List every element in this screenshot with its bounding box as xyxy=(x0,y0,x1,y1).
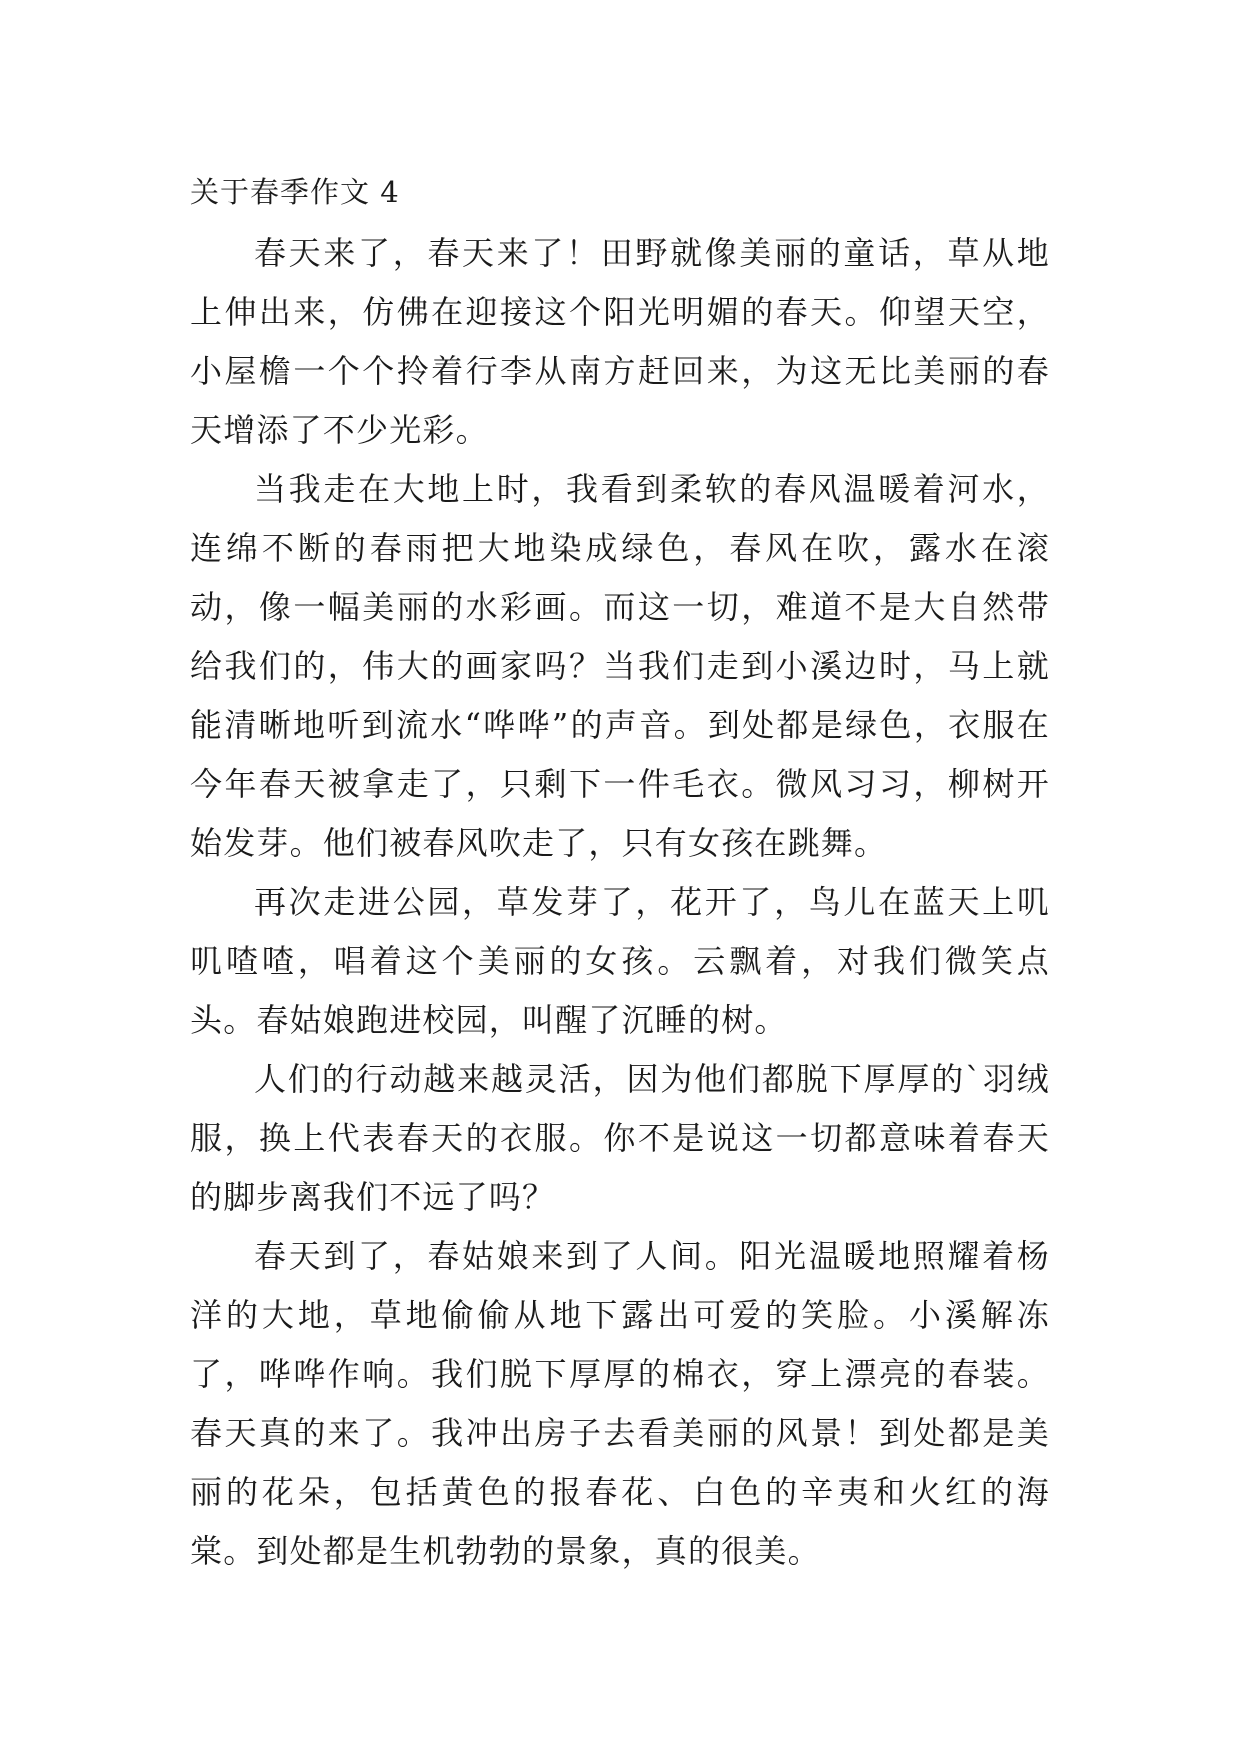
paragraph-5: 春天到了，春姑娘来到了人间。阳光温暖地照耀着杨洋的大地，草地偷偷从地下露出可爱的笑脸。小溪解冻了，哗哗作响。我们脱下厚厚的棉衣，穿上漂亮的春装。春天真的来了。我冲出房子去看美丽的风景！到处都是美丽的花朵，包括黄色的报春花、白色的辛夷和火红的海棠。到处都是生机勃勃的景象，真的很美。 xyxy=(190,1237,1050,1570)
paragraph-3: 再次走进公园，草发芽了，花开了，鸟儿在蓝天上叽叽喳喳，唱着这个美丽的女孩。云飘着，对我们微笑点头。春姑娘跑进校园，叫醒了沉睡的树。 xyxy=(190,883,1050,1039)
paragraph-1: 春天来了，春天来了！田野就像美丽的童话，草从地上伸出来，仿佛在迎接这个阳光明媚的春天。仰望天空，小屋檐一个个拎着行李从南方赶回来，为这无比美丽的春天增添了不少光彩。 xyxy=(190,234,1050,449)
document-title: 关于春季作文 4 xyxy=(190,175,400,209)
document-body xyxy=(190,162,1050,1581)
paragraph-4: 人们的行动越来越灵活，因为他们都脱下厚厚的`羽绒服，换上代表春天的衣服。你不是说这一切都意味着春天的脚步离我们不远了吗？ xyxy=(190,1060,1050,1216)
paragraph-2: 当我走在大地上时，我看到柔软的春风温暖着河水，连绵不断的春雨把大地染成绿色，春风在吹，露水在滚动，像一幅美丽的水彩画。而这一切，难道不是大自然带给我们的，伟大的画家吗？当我们走到小溪边时，马上就能清晰地听到流水“哗哗”的声音。到处都是绿色，衣服在今年春天被拿走了，只剩下一件毛衣。微风习习，柳树开始发芽。他们被春风吹走了，只有女孩在跳舞。 xyxy=(190,470,1050,862)
